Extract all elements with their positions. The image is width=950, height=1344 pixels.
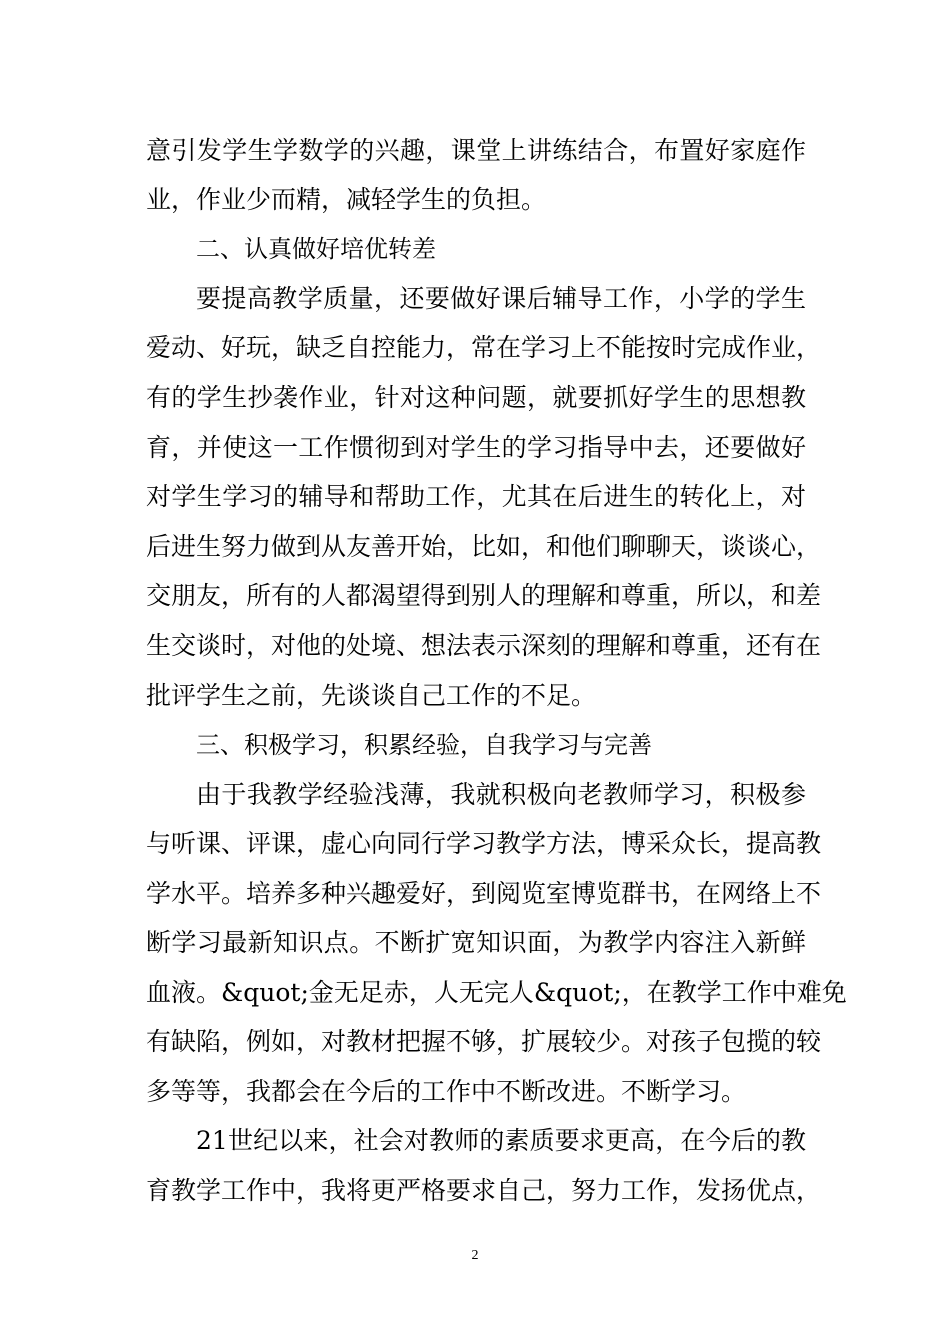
paragraph-line: 交朋友，所有的人都渴望得到别人的理解和尊重，所以，和差 — [146, 581, 822, 610]
paragraph-line: 对学生学习的辅导和帮助工作，尤其在后进生的转化上，对 — [146, 482, 806, 511]
paragraph-line: 有的学生抄袭作业，针对这种问题，就要抓好学生的思想教 — [146, 383, 806, 412]
paragraph-line: 意引发学生学数学的兴趣，课堂上讲练结合，布置好家庭作 — [146, 136, 806, 165]
paragraph-line: 21世纪以来，社会对教师的素质要求更高，在今后的教 — [196, 1126, 806, 1155]
section-heading: 二、认真做好培优转差 — [196, 235, 436, 263]
paragraph-line: 多等等，我都会在今后的工作中不断改进。不断学习。 — [146, 1077, 747, 1106]
paragraph-line: 学水平。培养多种兴趣爱好，到阅览室博览群书，在网络上不 — [146, 879, 822, 908]
paragraph-line: 与听课、评课，虚心向同行学习教学方法，博采众长，提高教 — [146, 829, 822, 858]
paragraph-line: 批评学生之前，先谈谈自己工作的不足。 — [146, 681, 597, 710]
section-heading: 三、积极学习，积累经验，自我学习与完善 — [196, 731, 652, 759]
paragraph-line: 育，并使这一工作惯彻到对学生的学习指导中去，还要做好 — [146, 433, 806, 462]
paragraph-line: 血液。&quot;金无足赤，人无完人&quot;，在教学工作中难免 — [146, 978, 847, 1007]
paragraph-line: 业，作业少而精，减轻学生的负担。 — [146, 185, 547, 214]
paragraph-line: 后进生努力做到从友善开始，比如，和他们聊聊天，谈谈心， — [146, 532, 822, 561]
paragraph-line: 由于我教学经验浅薄，我就积极向老教师学习，积极参 — [196, 780, 806, 809]
paragraph-line: 断学习最新知识点。不断扩宽知识面，为教学内容注入新鲜 — [146, 928, 806, 957]
paragraph-line: 爱动、好玩，缺乏自控能力，常在学习上不能按时完成作业， — [146, 333, 822, 362]
paragraph-line: 有缺陷，例如，对教材把握不够，扩展较少。对孩子包揽的较 — [146, 1027, 822, 1056]
paragraph-line: 生交谈时，对他的处境、想法表示深刻的理解和尊重，还有在 — [146, 631, 822, 660]
paragraph-line: 育教学工作中，我将更严格要求自己，努力工作，发扬优点， — [146, 1176, 822, 1205]
paragraph-line: 要提高教学质量，还要做好课后辅导工作，小学的学生 — [196, 284, 806, 313]
page-number: 2 — [471, 1248, 479, 1263]
